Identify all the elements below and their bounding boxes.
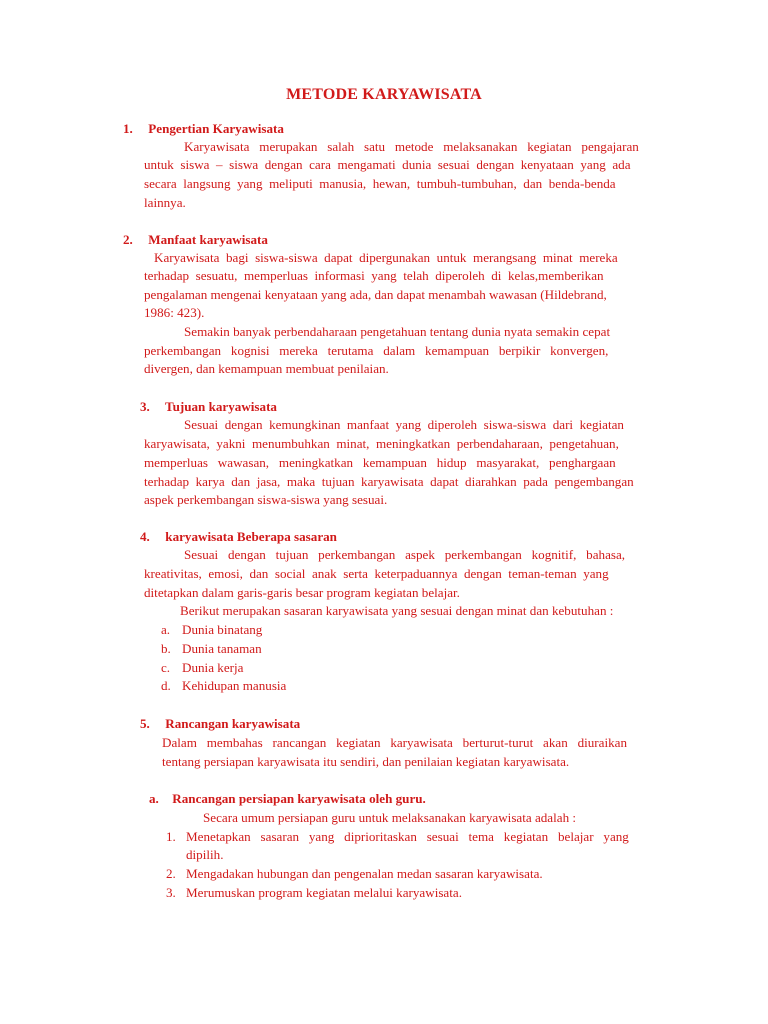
section-title: karyawisata Beberapa sasaran xyxy=(165,529,337,544)
paragraph-line: divergen, dan kemampuan membuat penilaian. xyxy=(144,361,389,376)
paragraph-line: perkembangan kognisi mereka terutama dalam kemampuan berpikir konvergen, xyxy=(144,343,609,358)
paragraph-line: Karyawisata bagi siswa-siswa dapat dipergunakan untuk merangsang minat mereka xyxy=(154,250,618,265)
list-marker: b. xyxy=(161,641,171,656)
subsection-heading xyxy=(149,791,426,807)
paragraph-line: kreativitas, emosi, dan social anak serta keterpaduannya dengan teman-teman yang xyxy=(144,566,609,581)
list-marker: 1. xyxy=(166,829,176,844)
paragraph-line: pengalaman mengenai kenyataan yang ada, dan dapat menambah wawasan (Hildebrand, xyxy=(144,287,607,302)
subsection-title: Rancangan persiapan karyawisata oleh guru. xyxy=(172,791,426,806)
section-number: 3. xyxy=(140,399,150,414)
paragraph-line: terhadap sesuatu, memperluas informasi yang telah diperoleh di kelas,memberikan xyxy=(144,268,604,283)
section-heading-2 xyxy=(123,232,268,248)
paragraph-line: karyawisata, yakni menumbuhkan minat, meningkatkan perbendaharaan, pengetahuan, xyxy=(144,436,619,451)
list-text: Merumuskan program kegiatan melalui karyawisata. xyxy=(186,885,462,900)
list-marker: a. xyxy=(161,622,171,637)
section-title: Pengertian Karyawisata xyxy=(148,121,284,136)
numbered-item xyxy=(166,829,629,845)
list-marker: 2. xyxy=(166,866,176,881)
subsection-marker: a. xyxy=(149,791,159,806)
paragraph-line: 1986: 423). xyxy=(144,305,205,320)
section-number: 4. xyxy=(140,529,150,544)
list-marker: d. xyxy=(161,678,171,693)
paragraph-line: tentang persiapan karyawisata itu sendiri, dan penilaian kegiatan karyawisata. xyxy=(162,754,570,769)
list-marker: c. xyxy=(161,660,171,675)
list-item xyxy=(161,641,262,657)
list-text: Kehidupan manusia xyxy=(182,678,287,693)
section-number: 5. xyxy=(140,716,150,731)
section-title: Manfaat karyawisata xyxy=(148,232,268,247)
section-number: 2. xyxy=(123,232,133,247)
paragraph-line: untuk siswa – siswa dengan cara mengamati dunia sesuai dengan kenyataan yang ada xyxy=(144,157,631,172)
paragraph-line: Sesuai dengan kemungkinan manfaat yang diperoleh siswa-siswa dari kegiatan xyxy=(184,417,624,432)
list-text: Menetapkan sasaran yang diprioritaskan sesuai tema kegiatan belajar yang xyxy=(186,829,629,844)
list-item xyxy=(161,678,286,694)
paragraph-line: lainnya. xyxy=(144,195,186,210)
section-heading-3 xyxy=(140,399,277,415)
paragraph-line: ditetapkan dalam garis-garis besar program kegiatan belajar. xyxy=(144,585,460,600)
section-title: Tujuan karyawisata xyxy=(165,399,277,414)
section-number: 1. xyxy=(123,121,133,136)
section-heading-4 xyxy=(140,529,337,545)
section-title: Rancangan karyawisata xyxy=(165,716,301,731)
page-title: METODE KARYAWISATA xyxy=(286,86,482,103)
list-text: Dunia kerja xyxy=(182,660,244,675)
paragraph-line: Secara umum persiapan guru untuk melaksanakan karyawisata adalah : xyxy=(203,810,577,825)
paragraph-line: Sesuai dengan tujuan perkembangan aspek perkembangan kognitif, bahasa, xyxy=(184,547,626,562)
list-item xyxy=(161,622,262,638)
list-item xyxy=(161,660,243,676)
section-heading-5 xyxy=(140,716,300,732)
list-text: Mengadakan hubungan dan pengenalan medan sasaran karyawisata. xyxy=(186,866,543,881)
paragraph-line: Berikut merupakan sasaran karyawisata yang sesuai dengan minat dan kebutuhan : xyxy=(180,603,614,618)
paragraph-line: memperluas wawasan, meningkatkan kemampuan hidup masyarakat, penghargaan xyxy=(144,455,616,470)
paragraph-line: Semakin banyak perbendaharaan pengetahuan tentang dunia nyata semakin cepat xyxy=(184,324,611,339)
list-marker: 3. xyxy=(166,885,176,900)
paragraph-line: Karyawisata merupakan salah satu metode melaksanakan kegiatan pengajaran xyxy=(184,139,639,154)
paragraph-line: secara langsung yang meliputi manusia, hewan, tumbuh-tumbuhan, dan benda-benda xyxy=(144,176,616,191)
section-heading-1 xyxy=(123,121,284,137)
list-text: Dunia tanaman xyxy=(182,641,262,656)
list-text-continued: dipilih. xyxy=(186,847,224,862)
paragraph-line: aspek perkembangan siswa-siswa yang sesuai. xyxy=(144,492,388,507)
paragraph-line: terhadap karya dan jasa, maka tujuan karyawisata dapat diarahkan pada pengembangan xyxy=(144,474,634,489)
list-text: Dunia binatang xyxy=(182,622,263,637)
numbered-item xyxy=(166,885,462,901)
numbered-item xyxy=(166,866,543,882)
paragraph-line: Dalam membahas rancangan kegiatan karyawisata berturut-turut akan diuraikan xyxy=(162,735,628,750)
